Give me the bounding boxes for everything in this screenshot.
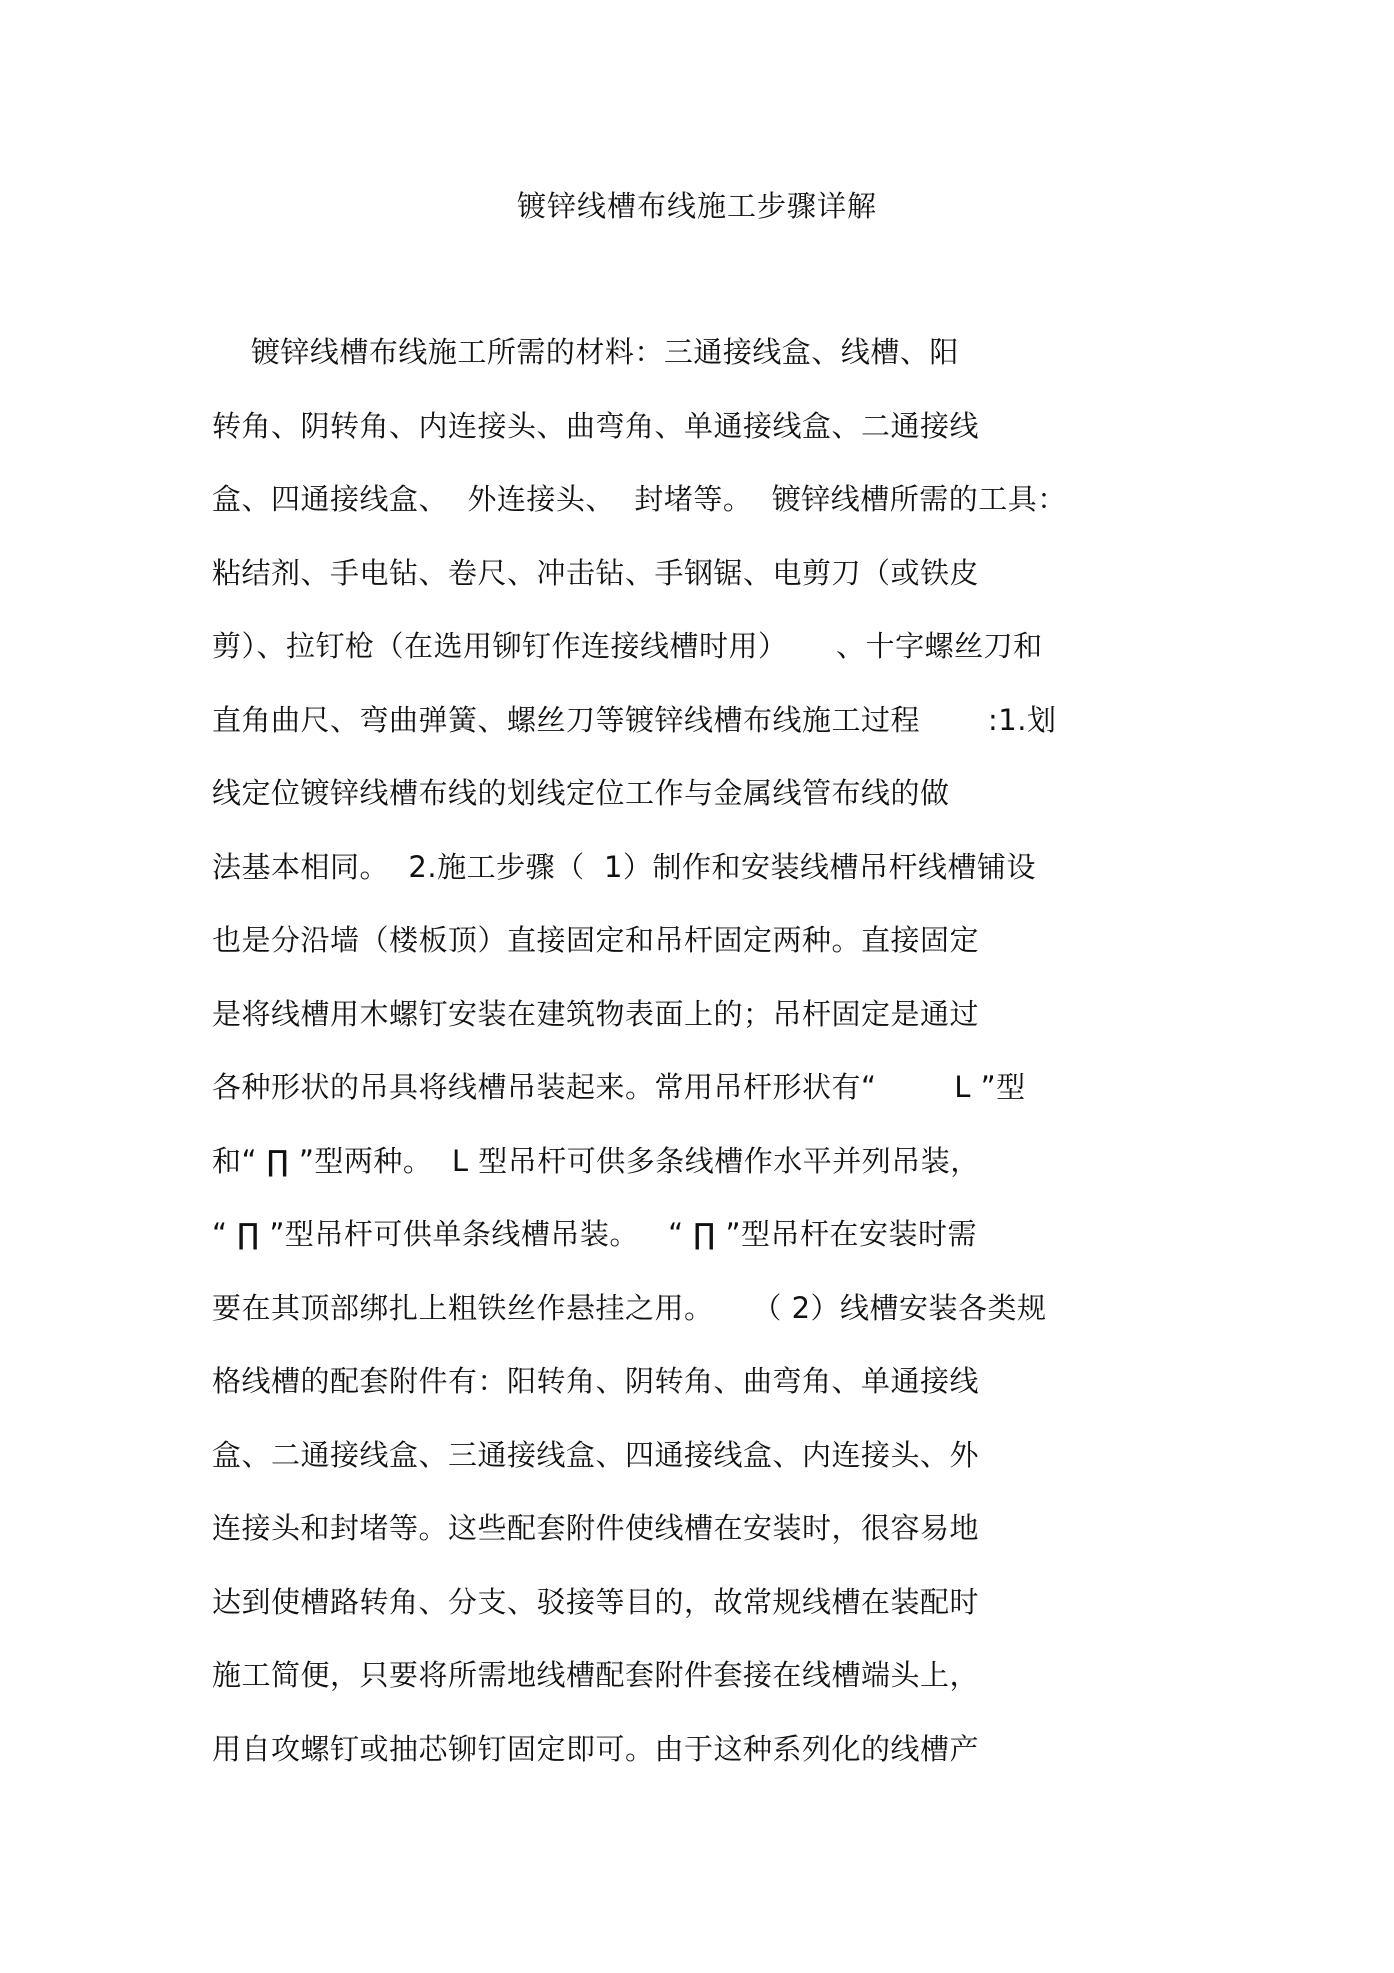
- body-line: 也是分沿墙（楼板顶）直接固定和吊杆固定两种。直接固定: [212, 923, 980, 957]
- body-line: 各种形状的吊具将线槽吊装起来。常用吊杆形状有“ L ”型: [212, 1070, 1026, 1104]
- body-line: 是将线槽用木螺钉安装在建筑物表面上的；吊杆固定是通过: [212, 996, 980, 1031]
- document-body: [212, 332, 1212, 1802]
- body-line: 格线槽的配套附件有：阳转角、阴转角、曲弯角、单通接线: [212, 1364, 980, 1398]
- body-line: 达到使槽路转角、分支、驳接等目的，故常规线槽在装配时: [212, 1584, 980, 1619]
- body-line: 连接头和封堵等。这些配套附件使线槽在安装时，很容易地: [212, 1511, 980, 1545]
- document-title: 镀锌线槽布线施工步骤详解: [516, 189, 877, 223]
- body-line: “ ∏ ”型吊杆可供单条线槽吊装。 “ ∏ ”型吊杆在安装时需: [212, 1217, 978, 1251]
- body-line: 转角、阴转角、内连接头、曲弯角、单通接线盒、二通接线: [212, 408, 980, 443]
- body-line: 用自攻螺钉或抽芯铆钉固定即可。由于这种系列化的线槽产: [212, 1731, 980, 1766]
- body-line: 施工简便，只要将所需地线槽配套附件套接在线槽端头上，: [212, 1658, 980, 1692]
- body-line: 线定位镀锌线槽布线的划线定位工作与金属线管布线的做: [212, 776, 950, 810]
- body-line: 镀锌线槽布线施工所需的材料：三通接线盒、线槽、阳: [212, 335, 959, 369]
- body-line: 盒、二通接线盒、三通接线盒、四通接线盒、内连接头、外: [212, 1437, 980, 1472]
- body-line: 要在其顶部绑扎上粗铁丝作悬挂之用。 （ 2）线槽安装各类规: [212, 1290, 1047, 1325]
- body-line: 法基本相同。 2.施工步骤（ 1）制作和安装线槽吊杆线槽铺设: [212, 849, 1036, 884]
- body-line: 粘结剂、手电钻、卷尺、冲击钻、手钢锯、电剪刀（或铁皮: [212, 555, 980, 590]
- body-line: 直角曲尺、弯曲弹簧、螺丝刀等镀锌线槽布线施工过程 :1.划: [212, 702, 1057, 737]
- body-line: 剪）、拉钉枪（在选用铆钉作连接线槽时用） 、十字螺丝刀和: [212, 629, 1043, 663]
- body-line: 盒、四通接线盒、 外连接头、 封堵等。 镀锌线槽所需的工具：: [212, 482, 1067, 516]
- body-line: 和“ ∏ ”型两种。 L 型吊杆可供多条线槽作水平并列吊装，: [212, 1143, 980, 1178]
